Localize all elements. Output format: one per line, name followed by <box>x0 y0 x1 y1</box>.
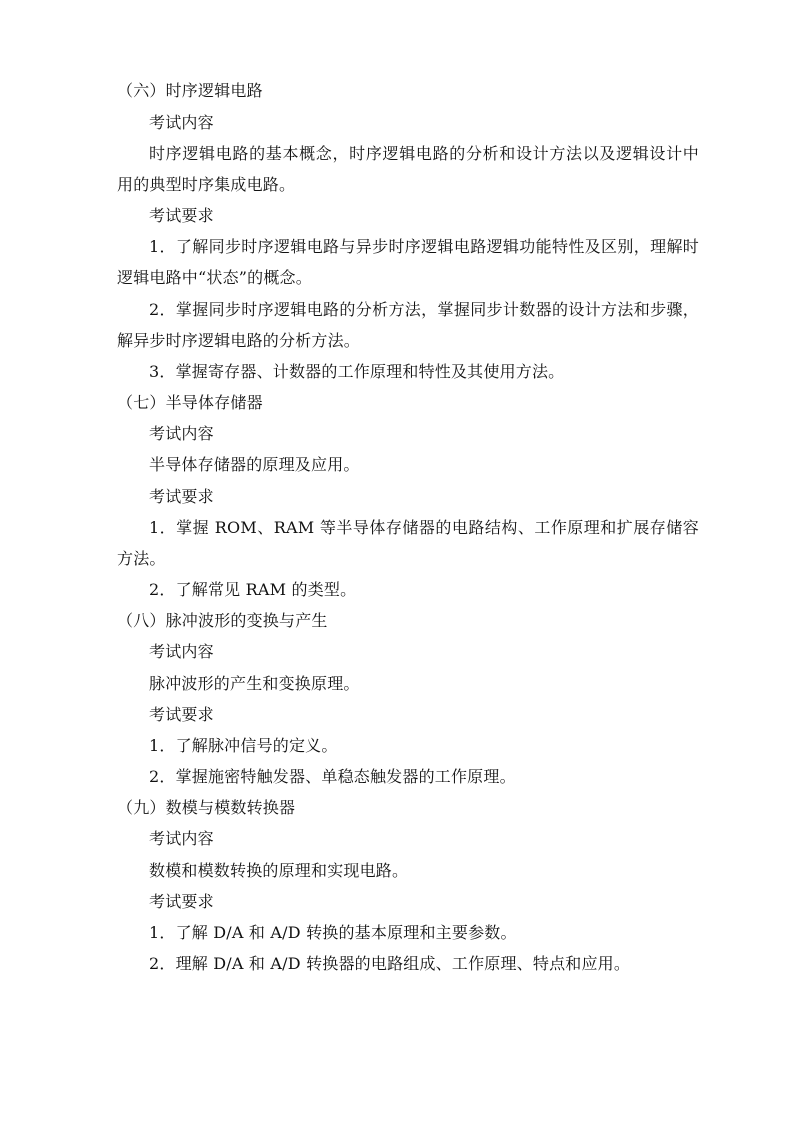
requirement-item: 2．理解 D/A 和 A/D 转换器的电路组成、工作原理、特点和应用。 <box>149 954 631 973</box>
content-text: 半导体存储器的原理及应用。 <box>149 455 360 474</box>
content-text: 数模和模数转换的原理和实现电路。 <box>149 861 409 880</box>
section-heading: （七）半导体存储器 <box>117 393 263 412</box>
section-heading: （八）脉冲波形的变换与产生 <box>117 611 328 630</box>
requirement-item: 3．掌握寄存器、计数器的工作原理和特性及其使用方法。 <box>149 362 565 381</box>
requirements-label: 考试要求 <box>149 705 214 724</box>
content-label: 考试内容 <box>149 829 214 848</box>
requirements-label: 考试要求 <box>149 487 214 506</box>
content-text: 用的典型时序集成电路。 <box>117 175 296 194</box>
content-label: 考试内容 <box>149 424 214 443</box>
requirement-item: 解异步时序逻辑电路的分析方法。 <box>117 331 361 350</box>
requirement-item: 1．了解脉冲信号的定义。 <box>149 736 338 755</box>
section-heading: （九）数模与模数转换器 <box>117 798 296 817</box>
requirements-label: 考试要求 <box>149 206 214 225</box>
requirement-item: 2．了解常见 RAM 的类型。 <box>149 580 357 599</box>
requirement-item: 逻辑电路中“状态”的概念。 <box>117 268 312 287</box>
content-label: 考试内容 <box>149 642 214 661</box>
requirement-item: 2．掌握同步时序逻辑电路的分析方法，掌握同步计数器的设计方法和步骤， <box>149 300 699 319</box>
section-heading: （六）时序逻辑电路 <box>117 81 263 100</box>
content-text: 脉冲波形的产生和变换原理。 <box>149 674 360 693</box>
requirements-label: 考试要求 <box>149 892 214 911</box>
requirement-item: 1．了解 D/A 和 A/D 转换的基本原理和主要参数。 <box>149 923 517 942</box>
content-text: 时序逻辑电路的基本概念，时序逻辑电路的分析和设计方法以及逻辑设计中 <box>149 144 699 163</box>
content-label: 考试内容 <box>149 113 214 132</box>
requirement-item: 2．掌握施密特触发器、单稳态触发器的工作原理。 <box>149 767 516 786</box>
requirement-item: 1．掌握 ROM、RAM 等半导体存储器的电路结构、工作原理和扩展存储容 <box>149 518 699 537</box>
requirement-item: 方法。 <box>117 549 166 568</box>
requirement-item: 1．了解同步时序逻辑电路与异步时序逻辑电路逻辑功能特性及区别，理解时 <box>149 237 699 256</box>
